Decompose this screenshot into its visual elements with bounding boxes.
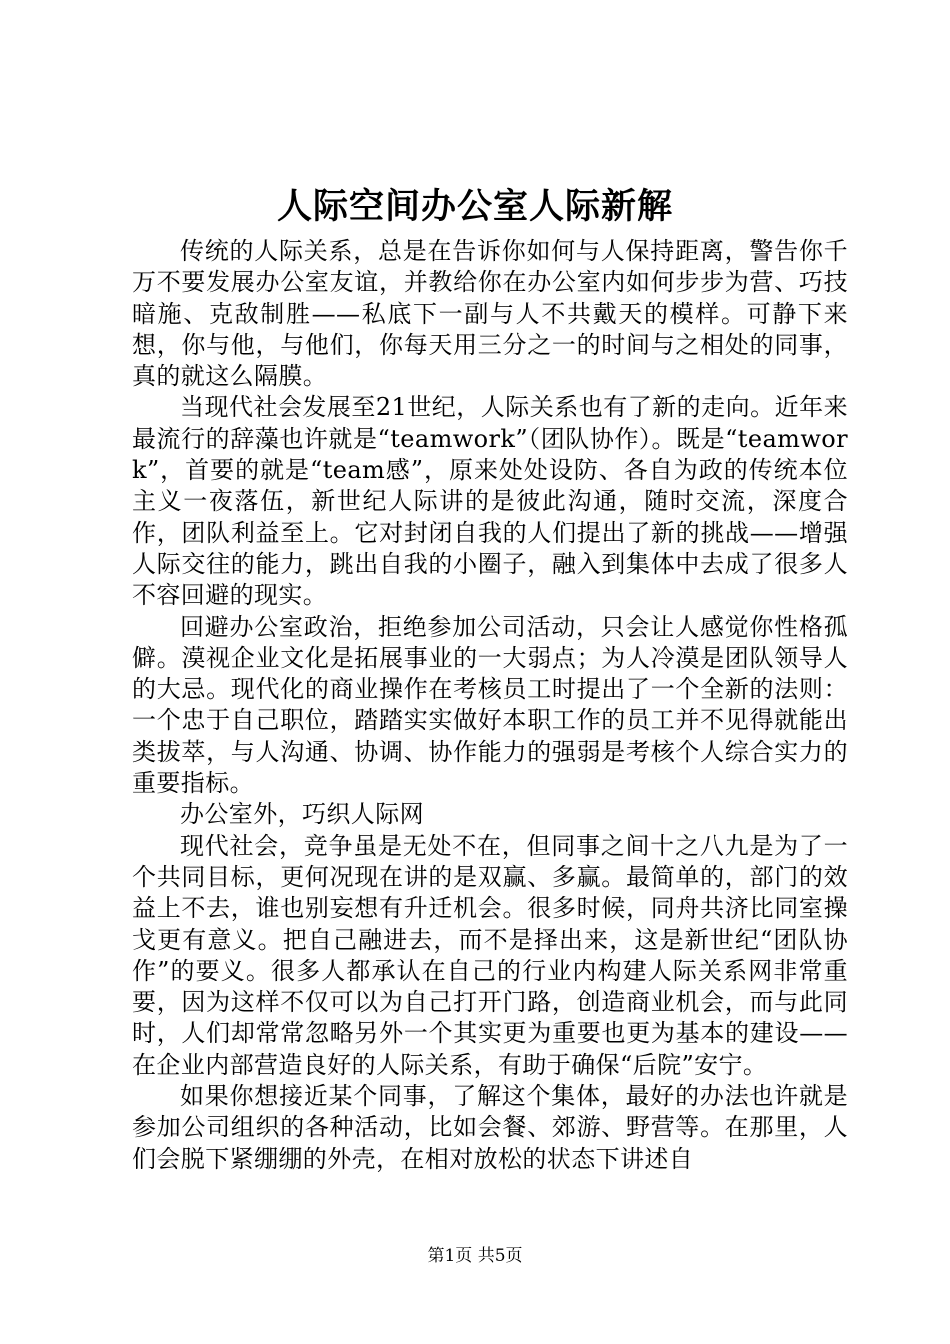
- paragraph-2: 当现代社会发展至21世纪，人际关系也有了新的走向。近年来最流行的辞藻也许就是“teamwork”（团队协作）。既是“teamwork”，首要的就是“team感”，原来处处设防、各自为政的传统本位主义一夜落伍，新世纪人际讲的是彼此沟通，随时交流，深度合作，团队利益至上。它对封闭自我的人们提出了新的挑战——增强人际交往的能力，跳出自我的小圈子，融入到集体中去成了很多人不容回避的现实。: [132, 393, 848, 610]
- section-heading: 办公室外，巧织人际网: [180, 800, 424, 829]
- paragraph-3: 回避办公室政治，拒绝参加公司活动，只会让人感觉你性格孤僻。漠视企业文化是拓展事业的一大弱点；为人冷漠是团队领导人的大忌。现代化的商业操作在考核员工时提出了一个全新的法则：一个忠于自己职位，踏踏实实做好本职工作的员工并不见得就能出类拔萃，与人沟通、协调、协作能力的强弱是考核个人综合实力的重要指标。: [132, 612, 848, 798]
- document-title: 人际空间办公室人际新解: [276, 186, 673, 227]
- document-body: [132, 236, 848, 1175]
- paragraph-5: 如果你想接近某个同事，了解这个集体，最好的办法也许就是参加公司组织的各种活动，比如会餐、郊游、野营等。在那里，人们会脱下紧绷绷的外壳，在相对放松的状态下讲述自: [132, 1082, 848, 1173]
- paragraph-1: 传统的人际关系，总是在告诉你如何与人保持距离，警告你千万不要发展办公室友谊，并教给你在办公室内如何步步为营、巧技暗施、克敌制胜——私底下一副与人不共戴天的模样。可静下来想，你与他，与他们，你每天用三分之一的时间与之相处的同事，真的就这么隔膜。: [132, 237, 848, 391]
- page-footer: 第1页 共5页: [427, 1246, 523, 1266]
- paragraph-4: 现代社会，竞争虽是无处不在，但同事之间十之八九是为了一个共同目标，更何况现在讲的是双赢、多赢。最简单的，部门的效益上不去，谁也别妄想有升迁机会。很多时候，同舟共济比同室操戈更有意义。把自己融进去，而不是择出来，这是新世纪“团队协作”的要义。很多人都承认在自己的行业内构建人际关系网非常重要，因为这样不仅可以为自己打开门路，创造商业机会，而与此同时，人们却常常忽略另外一个其实更为重要也更为基本的建设——在企业内部营造良好的人际关系，有助于确保“后院”安宁。: [132, 831, 848, 1079]
